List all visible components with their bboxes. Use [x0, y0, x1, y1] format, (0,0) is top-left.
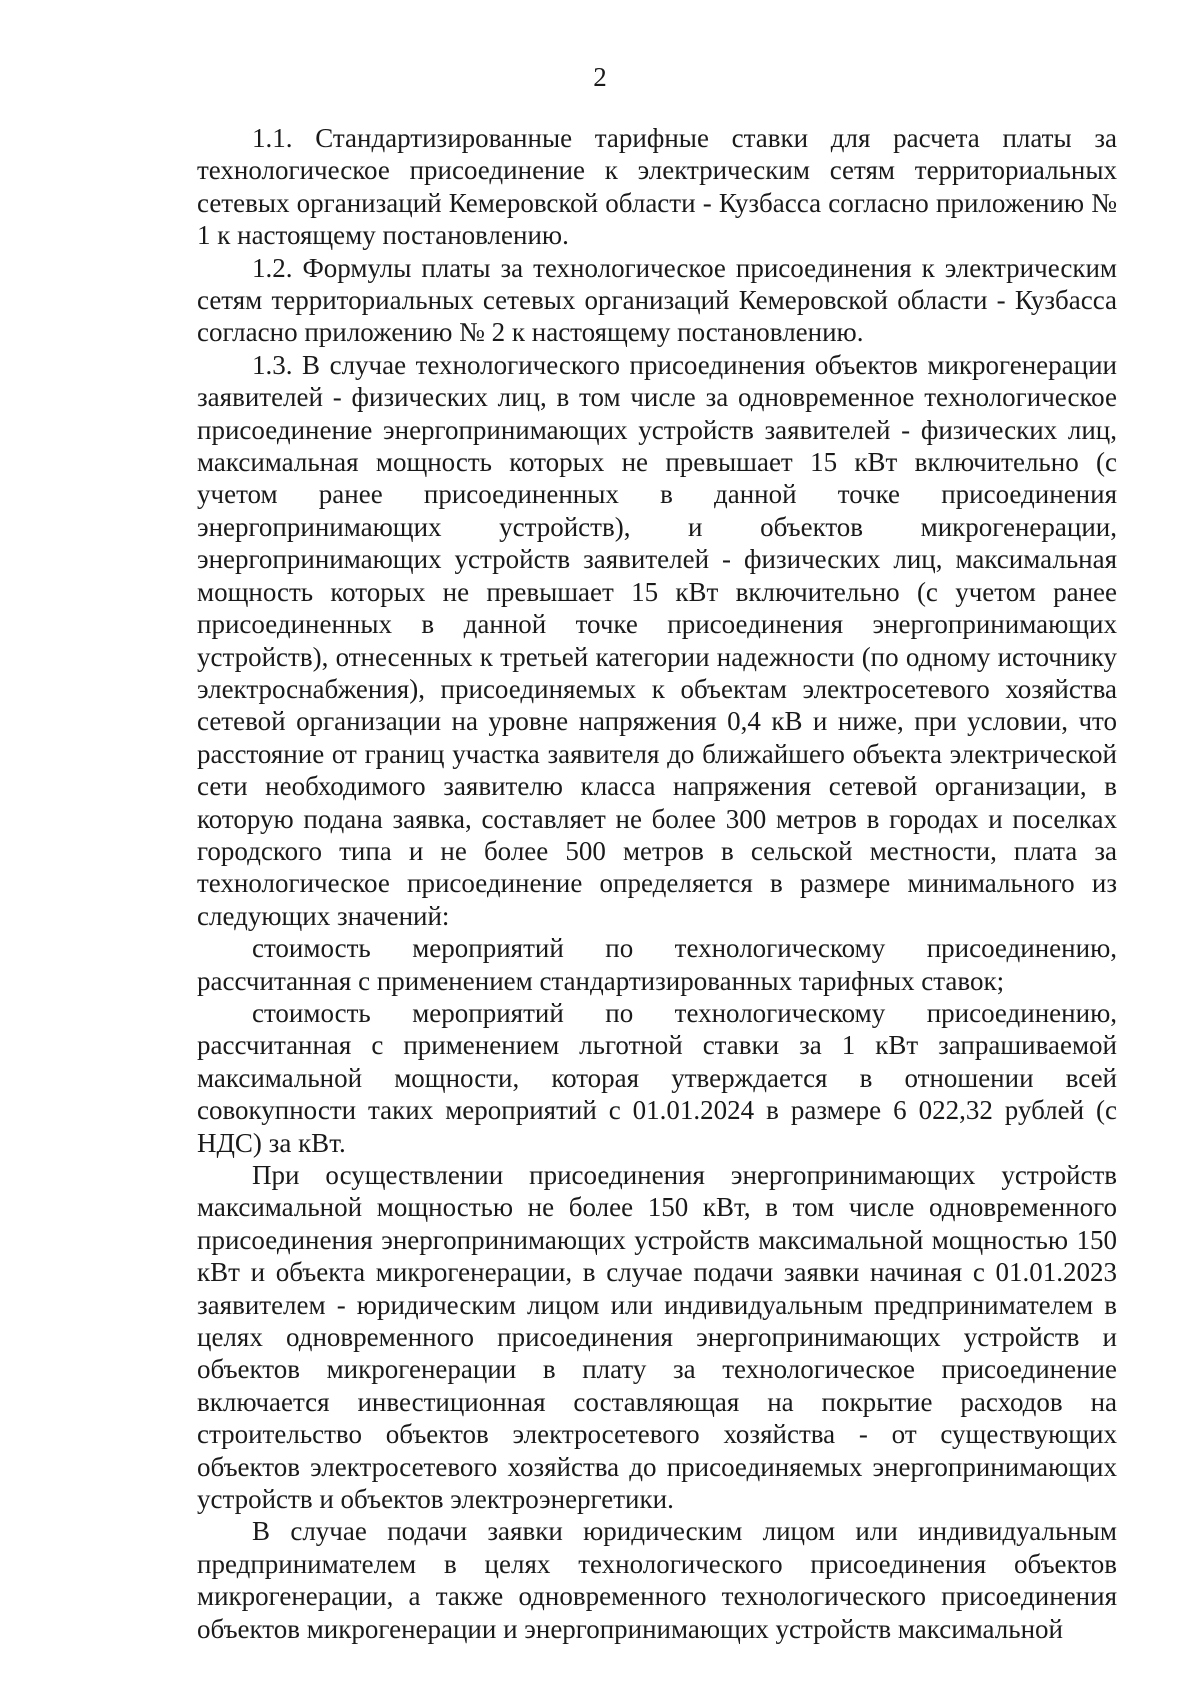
paragraph-1-1: 1.1. Стандартизированные тарифные ставки для расчета платы за технологическое присоединение к электрическим сетям территориальных сетевых организаций Кемеровской области - Кузбасса согласно приложению № 1 к настоящему постановлению. — [197, 123, 1117, 251]
paragraph-1-3: 1.3. В случае технологического присоединения объектов микрогенерации заявителей - физических лиц, в том числе за одновременное технологическое присоединение энергопринимающих устройств заявителей - физических лиц, максимальная мощность которых не превышает 15 кВт включительно (с учетом ранее присоединенных в данной точке присоединения энергопринимающих устройств), и объектов микрогенерации, энергопринимающих устройств заявителей - физических лиц, максимальная мощность которых не превышает 15 кВт включительно (с учетом ранее присоединенных в данной точке присоединения энергопринимающих устройств), отнесенных к третьей категории надежности (по одному источнику электроснабжения), присоединяемых к объектам электросетевого хозяйства сетевой организации на уровне напряжения 0,4 кВ и ниже, при условии, что расстояние от границ участка заявителя до ближайшего объекта электрической сети необходимого заявителю класса напряжения сетевой организации, в которую подана заявка, составляет не более 300 метров в городах и поселках городского типа и не более 500 метров в сельской местности, плата за технологическое присоединение определяется в размере минимального из следующих значений: — [197, 349, 1117, 931]
document-body — [197, 122, 1117, 1645]
paragraph-1-2: 1.2. Формулы платы за технологическое присоединения к электрическим сетям территориальных сетевых организаций Кемеровской области - Кузбасса согласно приложению № 2 к настоящему постановлению. — [197, 252, 1117, 348]
paragraph-microgeneration: В случае подачи заявки юридическим лицом или индивидуальным предпринимателем в целях технологического присоединения объектов микрогенерации, а также одновременного технологического присоединения объектов микрогенерации и энергопринимающих устройств максимальной — [197, 1516, 1117, 1644]
paragraph-option-preferential-rate: стоимость мероприятий по технологическому присоединению, рассчитанная с применением льготной ставки за 1 кВт запрашиваемой максимальной мощности, которая утверждается в отношении всей совокупности таких мероприятий с 01.01.2024 в размере 6 022,32 рублей (с НДС) за кВт. — [197, 997, 1117, 1158]
paragraph-investment-component: При осуществлении присоединения энергопринимающих устройств максимальной мощностью не более 150 кВт, в том числе одновременного присоединения энергопринимающих устройств максимальной мощностью 150 кВт и объекта микрогенерации, в случае подачи заявки начиная с 01.01.2023 заявителем - юридическим лицом или индивидуальным предпринимателем в целях одновременного присоединения энергопринимающих устройств и объектов микрогенерации в плату за технологическое присоединение включается инвестиционная составляющая на покрытие расходов на строительство объектов электросетевого хозяйства - от существующих объектов электросетевого хозяйства до присоединяемых энергопринимающих устройств и объектов электроэнергетики. — [197, 1160, 1117, 1515]
paragraph-option-standard-rates: стоимость мероприятий по технологическому присоединению, рассчитанная с применением стандартизированных тарифных ставок; — [197, 933, 1117, 996]
page-number: 2 — [593, 62, 607, 92]
